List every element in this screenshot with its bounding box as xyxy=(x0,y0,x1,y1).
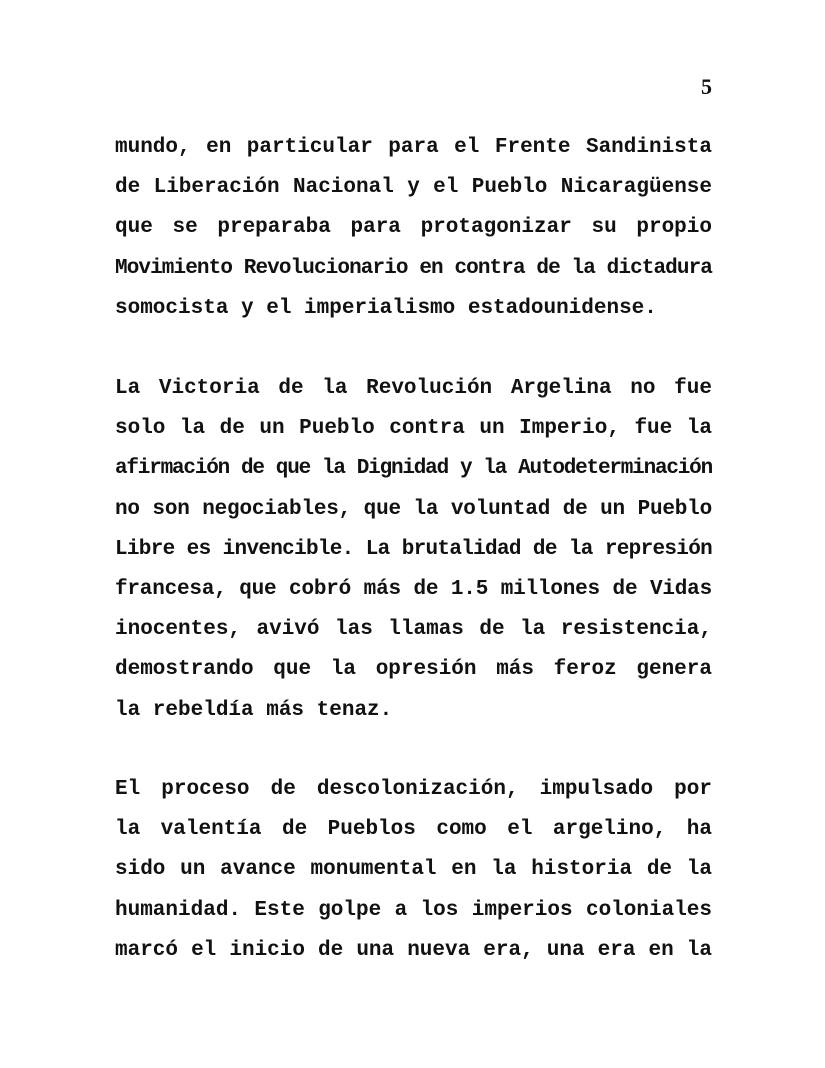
paragraph-1 xyxy=(115,128,712,329)
text-line: la rebeldía más tenaz. xyxy=(115,698,393,722)
text-line: Movimiento Revolucionario en contra de la dictadura xyxy=(115,256,712,280)
text-line: afirmación de que la Dignidad y la Autodeterminación xyxy=(115,457,712,481)
text-line: marcó el inicio de una nueva era, una era en la xyxy=(115,938,712,962)
text-line: francesa, que cobró más de 1.5 millones de Vidas xyxy=(115,577,712,601)
text-line: La Victoria de la Revolución Argelina no fue xyxy=(115,377,712,400)
text-line: sido un avance monumental en la historia de la xyxy=(115,858,712,882)
paragraph-3 xyxy=(115,770,712,971)
text-line: solo la de un Pueblo contra un Imperio, fue la xyxy=(115,417,712,441)
page-number: 5 xyxy=(701,74,712,99)
text-line: que se preparaba para protagonizar su propio xyxy=(115,216,712,240)
text-line: la valentía de Pueblos como el argelino, ha xyxy=(115,818,712,842)
text-line: demostrando que la opresión más feroz genera xyxy=(115,658,712,682)
text-line: humanidad. Este golpe a los imperios coloniales xyxy=(115,898,712,922)
text-line: El proceso de descolonización, impulsado por xyxy=(115,778,712,801)
text-line: de Liberación Nacional y el Pueblo Nicaragüense xyxy=(115,176,712,200)
paragraph-2 xyxy=(115,369,712,731)
text-line: inocentes, avivó las llamas de la resistencia, xyxy=(115,618,712,642)
text-line: Libre es invencible. La brutalidad de la represión xyxy=(115,537,712,561)
text-line: mundo, en particular para el Frente Sandinista xyxy=(115,136,712,159)
text-line: somocista y el imperialismo estadounidense. xyxy=(115,296,657,320)
text-line: no son negociables, que la voluntad de un Pueblo xyxy=(115,497,712,521)
